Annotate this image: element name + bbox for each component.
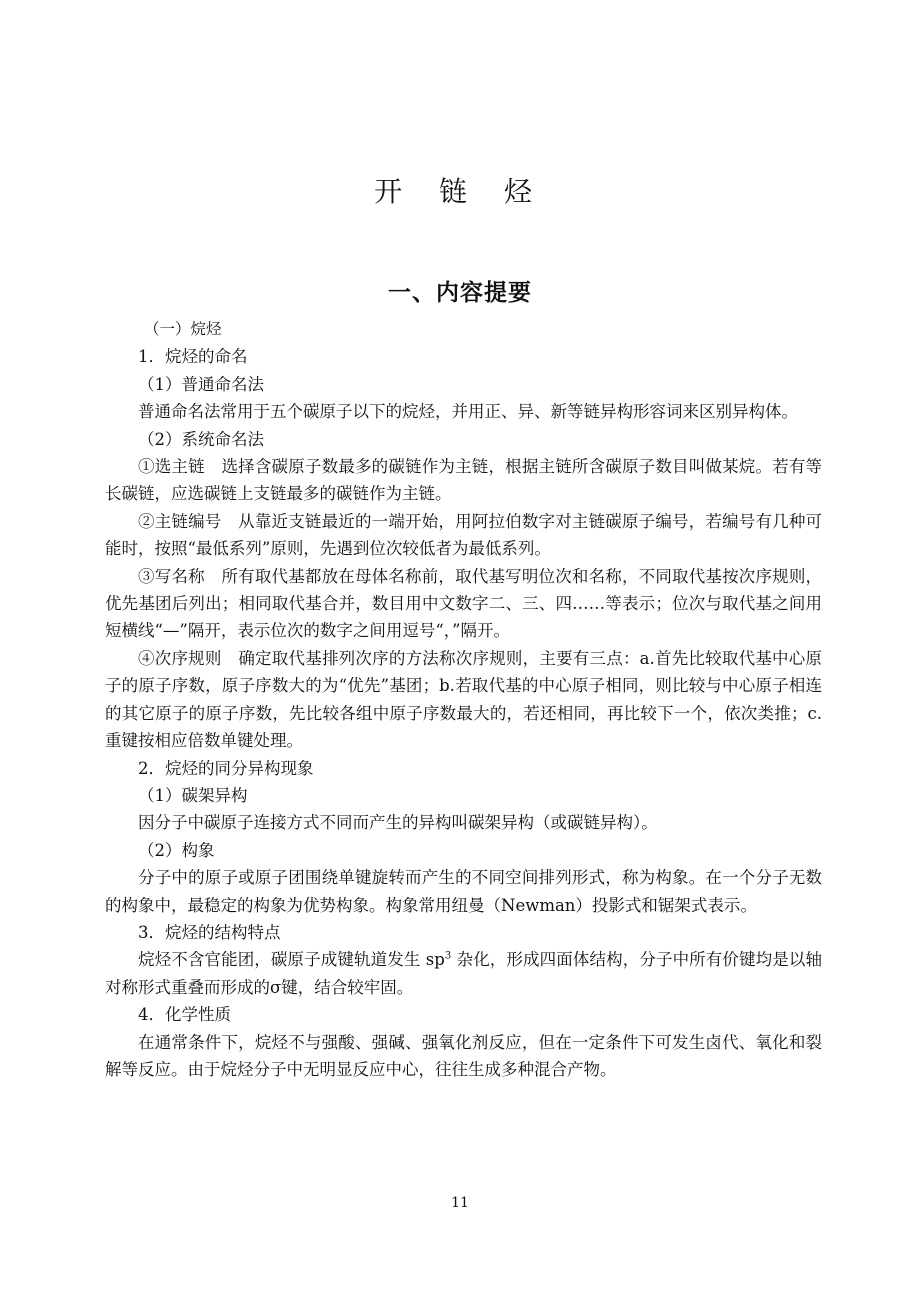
heading-systematic-naming: （2）系统命名法 xyxy=(138,429,264,449)
paragraph-chemical-properties: 在通常条件下，烷烃不与强酸、强碱、强氧化剂反应，但在一定条件下可发生卤代、氧化和裂解等反应。由于烷烃分子中无明显反应中心，往往生成多种混合产物。 xyxy=(105,1032,822,1079)
paragraph-rule-3: ③写名称 所有取代基都放在母体名称前，取代基写明位次和名称，不同取代基按次序规则，优先基团后列出；相同取代基合并，数目用中文数字二、三、四……等表示；位次与取代基之间用短横线“—”隔开，表示位次的数字之间用逗号“，”隔开。 xyxy=(105,566,822,641)
section-title: 一、内容提要 xyxy=(388,279,532,306)
subsection-heading: （一）烷烃 xyxy=(144,320,222,338)
heading-isomerism: 2．烷烃的同分异构现象 xyxy=(138,758,314,778)
paragraph-common-naming: 普通命名法常用于五个碳原子以下的烷烃，并用正、异、新等链异构形容词来区别异构体。 xyxy=(138,402,798,422)
heading-chemical-properties: 4．化学性质 xyxy=(138,1005,231,1025)
heading-conformation: （2）构象 xyxy=(138,840,215,860)
heading-naming: 1．烷烃的命名 xyxy=(138,347,248,367)
heading-structure: 3．烷烃的结构特点 xyxy=(138,922,281,942)
paragraph-rule-4: ④次序规则 确定取代基排列次序的方法称次序规则，主要有三点：a.首先比较取代基中心原子的原子序数，原子序数大的为“优先”基团；b.若取代基的中心原子相同，则比较与中心原子相连的其它原子的原子序数，先比较各组中原子序数最大的，若还相同，再比较下一个，依次类推；c.重键按相应倍数单键处理。 xyxy=(105,648,822,751)
paragraph-rule-1: ①选主链 选择含碳原子数最多的碳链作为主链，根据主链所含碳原子数目叫做某烷。若有等长碳链，应选碳链上支链最多的碳链作为主链。 xyxy=(105,457,822,504)
structure-text-b: 杂化，形成四面体结构，分子中所有价键均是以轴对称形式重叠而形成的σ键，结合较牢固。 xyxy=(105,950,822,997)
page-title: 开 链 烃 xyxy=(374,175,546,208)
structure-superscript: 3 xyxy=(444,950,452,962)
heading-skeleton-isomer: （1）碳架异构 xyxy=(138,785,248,805)
page-number: 11 xyxy=(451,1195,469,1211)
paragraph-conformation: 分子中的原子或原子团围绕单键旋转而产生的不同空间排列形式，称为构象。在一个分子无数的构象中，最稳定的构象为优势构象。构象常用纽曼（Newman）投影式和锯架式表示。 xyxy=(105,868,822,915)
structure-text-a: 烷烃不含官能团，碳原子成键轨道发生 sp xyxy=(138,950,445,970)
paragraph-structure xyxy=(105,946,822,1001)
page-content xyxy=(105,316,822,1083)
heading-common-naming: （1）普通命名法 xyxy=(138,374,264,394)
paragraph-skeleton-isomer: 因分子中碳原子连接方式不同而产生的异构叫碳架异构（或碳链异构）。 xyxy=(138,813,658,833)
paragraph-rule-2: ②主链编号 从靠近支链最近的一端开始，用阿拉伯数字对主链碳原子编号，若编号有几种可能时，按照“最低系列”原则，先遇到位次较低者为最低系列。 xyxy=(105,511,822,559)
